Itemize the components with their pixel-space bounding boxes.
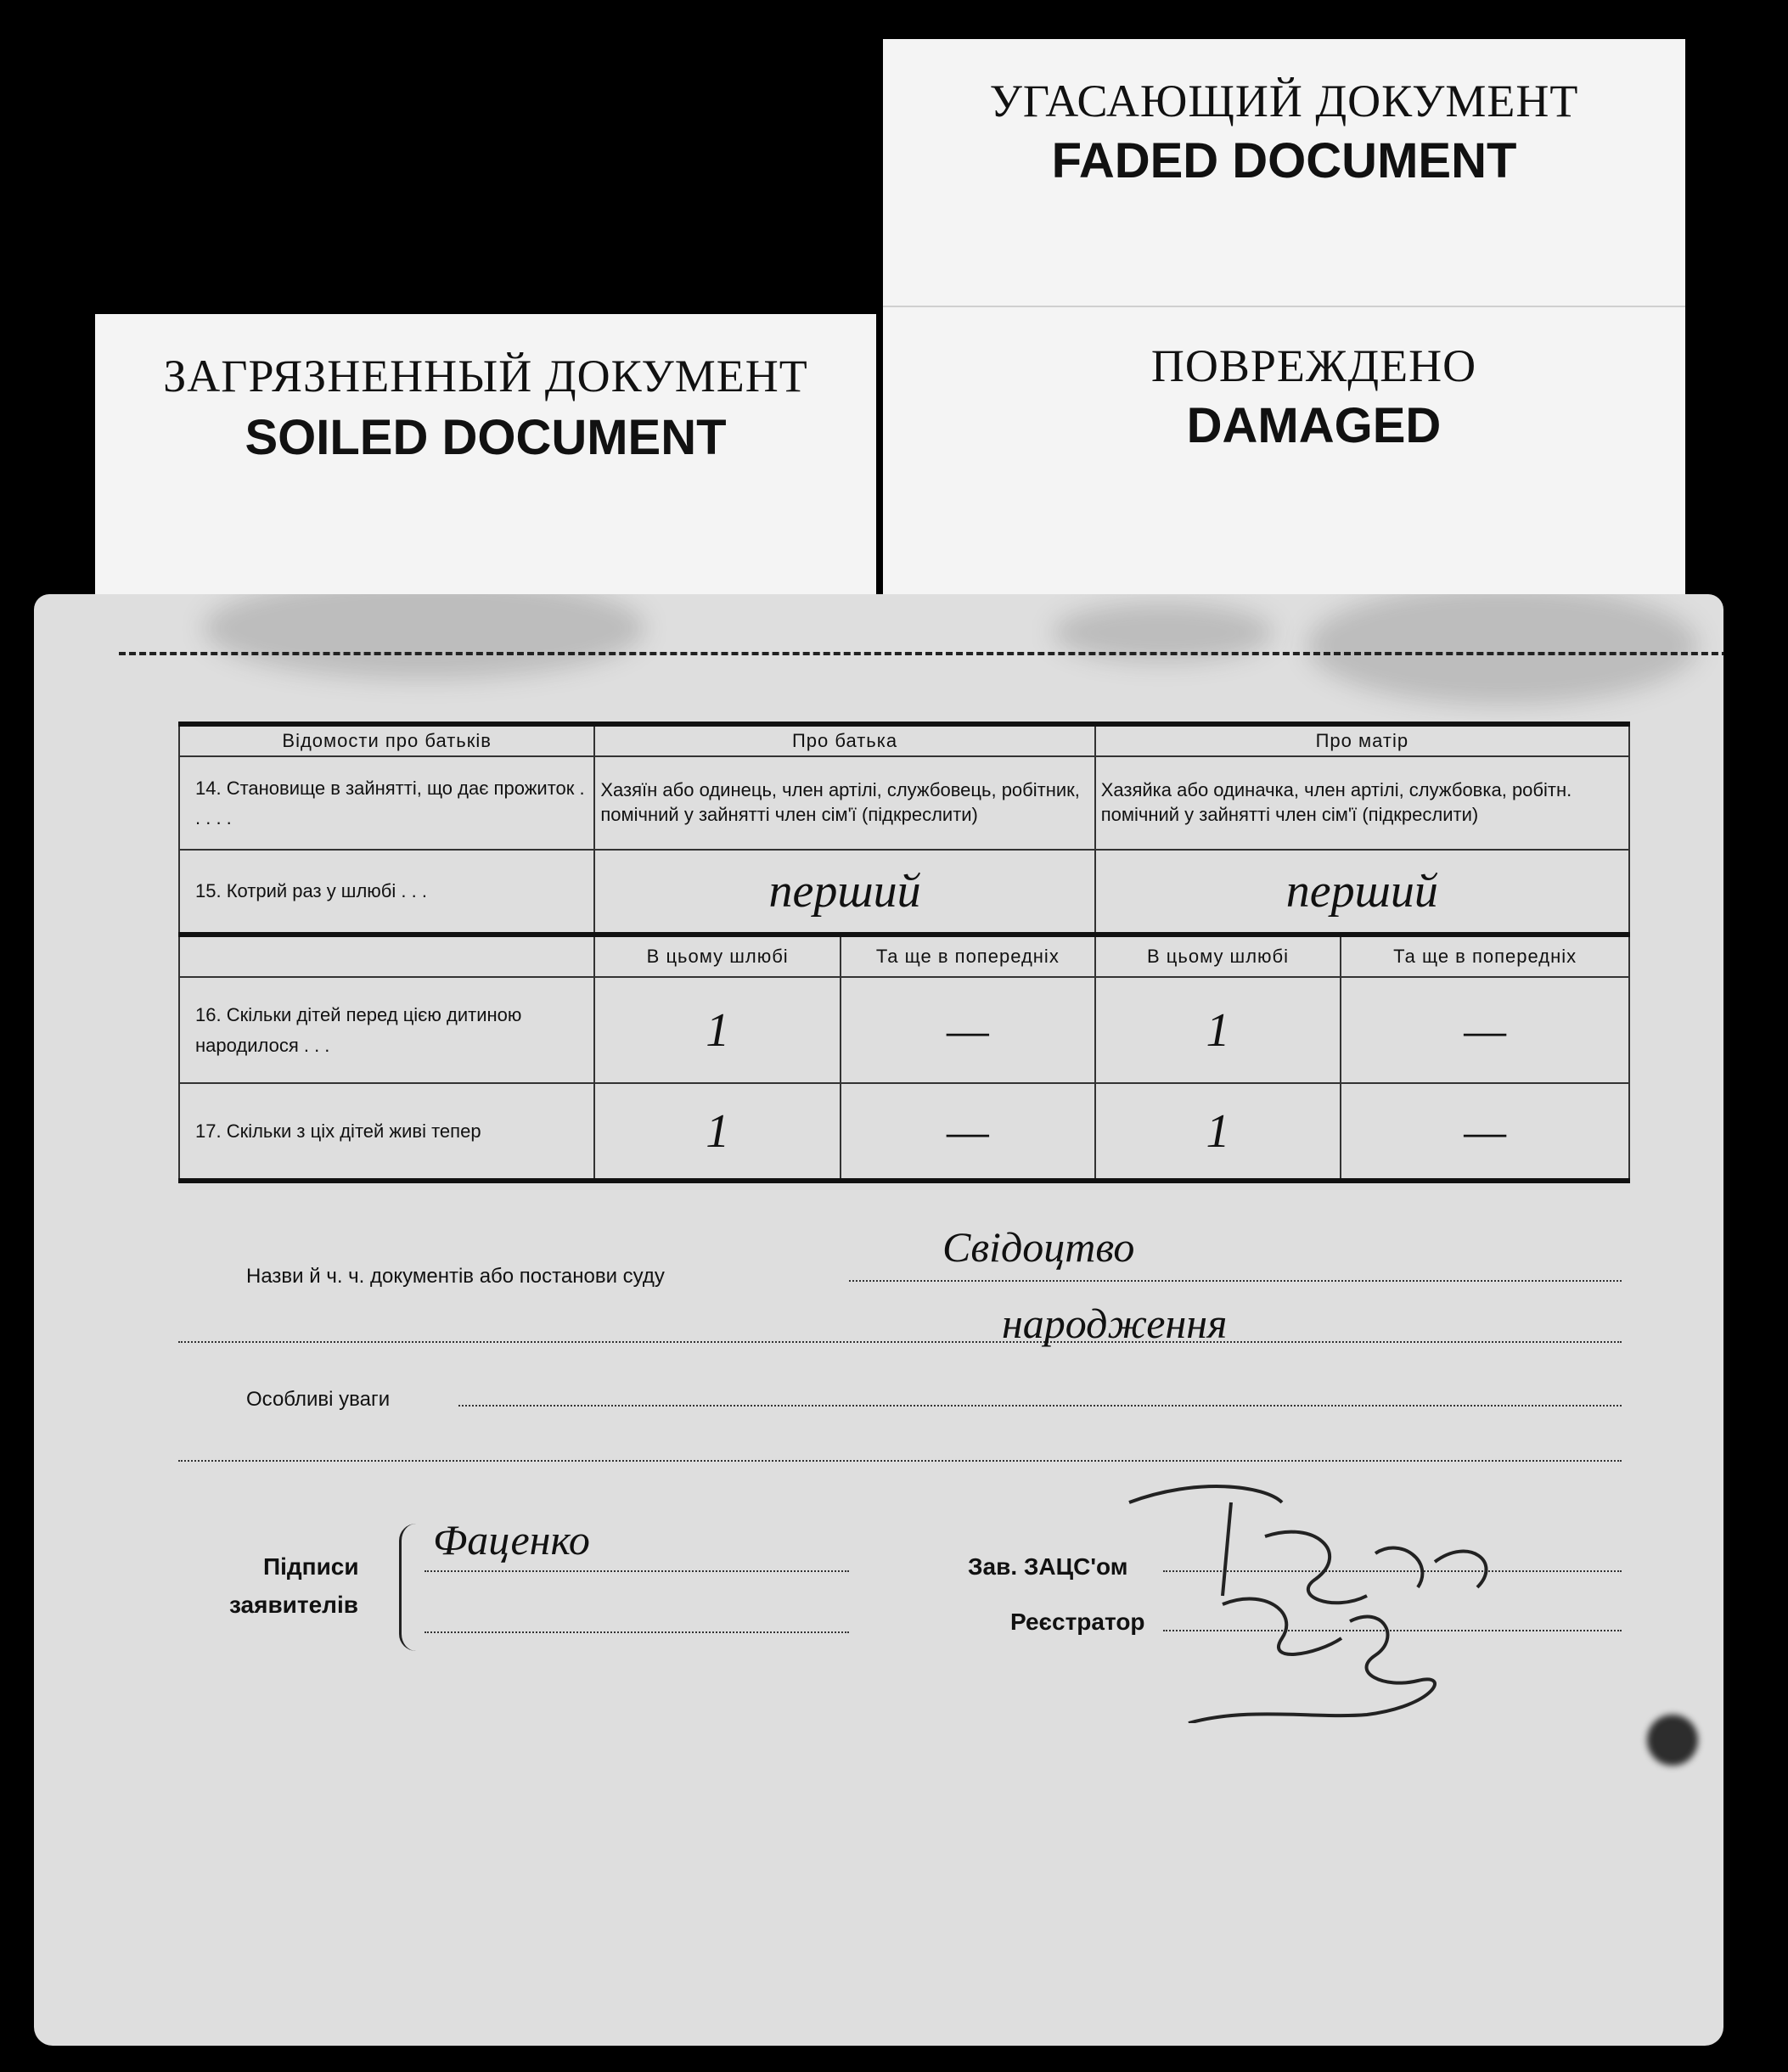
header-mother: Про матір (1095, 724, 1629, 756)
soiled-document-label (95, 314, 876, 603)
subheader-father-this: В цьому шлюбі (594, 935, 841, 977)
official-signature (1095, 1468, 1571, 1723)
documents-value-2: народження (1002, 1300, 1228, 1347)
row15-mother-value: перший (1095, 850, 1629, 935)
row17-label: 17. Скільки з ціх дітей живі тепер (179, 1083, 594, 1181)
header-father: Про батька (594, 724, 1094, 756)
documents-line-2 (178, 1341, 1622, 1343)
documents-line (849, 1280, 1622, 1282)
row17-value: — (841, 1083, 1095, 1181)
row14-mother-options: Хазяйка або одиначка, член артілі, службовка, робітн. помічний у зайнятті член сім'ї (підкреслити) (1095, 756, 1629, 850)
applicants-label-1: Підписи (263, 1553, 359, 1580)
remarks-line-2 (178, 1460, 1622, 1462)
soiled-label-ru: ЗАГРЯЗНЕННЫЙ ДОКУМЕНТ (163, 351, 808, 401)
subheader-blank (179, 935, 594, 977)
header-col-info: Відомости про батьків (179, 724, 594, 756)
applicant-sign-line-1 (425, 1570, 849, 1572)
document-page (34, 594, 1723, 2046)
row17-value: 1 (594, 1083, 841, 1181)
head-label: Зав. ЗАЦС'ом (968, 1553, 1128, 1580)
row14-label: 14. Становище в зайнятті, що дає прожиток . . . . . (179, 756, 594, 850)
applicant-signature: Фаценко (433, 1516, 590, 1564)
stain (1307, 594, 1698, 705)
faded-label-ru: УГАСАЮЩИЙ ДОКУМЕНТ (989, 76, 1579, 126)
stain (204, 594, 645, 679)
row14-father-options: Хазяїн або одинець, член артілі, службовець, робітник, помічний у зайнятті член сім'ї (підкреслити) (594, 756, 1094, 850)
row15-label: 15. Котрий раз у шлюбі . . . (179, 850, 594, 935)
damaged-label-en: DAMAGED (1186, 398, 1442, 453)
row17-value: — (1341, 1083, 1629, 1181)
applicants-label-2: заявителів (229, 1592, 358, 1618)
remarks-line (458, 1405, 1622, 1407)
subheader-father-previous: Та ще в попередніх (841, 935, 1095, 977)
faded-label-en: FADED DOCUMENT (1051, 133, 1517, 188)
perforation-line (119, 652, 1723, 655)
row16-value: — (841, 977, 1095, 1083)
documents-label: Назви й ч. ч. документів або постанови суду (246, 1265, 665, 1288)
subheader-mother-this: В цьому шлюбі (1095, 935, 1341, 977)
soiled-label-en: SOILED DOCUMENT (245, 410, 727, 465)
subheader-mother-previous: Та ще в попередніх (1341, 935, 1629, 977)
applicant-sign-line-2 (425, 1631, 849, 1633)
row16-value: — (1341, 977, 1629, 1083)
row17-value: 1 (1095, 1083, 1341, 1181)
signature-brace (399, 1524, 419, 1651)
remarks-label: Особливі уваги (246, 1388, 391, 1411)
damaged-label-ru: ПОВРЕЖДЕНО (1150, 340, 1477, 391)
faded-document-label (883, 39, 1685, 319)
row15-father-value: перший (594, 850, 1094, 935)
damaged-document-label (883, 306, 1685, 604)
registrar-label: Реєстратор (1010, 1609, 1145, 1635)
documents-value-1: Свідоцтво (942, 1223, 1135, 1271)
row16-value: 1 (594, 977, 841, 1083)
ink-blot (1647, 1715, 1698, 1766)
row16-value: 1 (1095, 977, 1341, 1083)
row16-label: 16. Скільки дітей перед цією дитиною народилося . . . (179, 977, 594, 1083)
parents-table (178, 722, 1630, 1183)
